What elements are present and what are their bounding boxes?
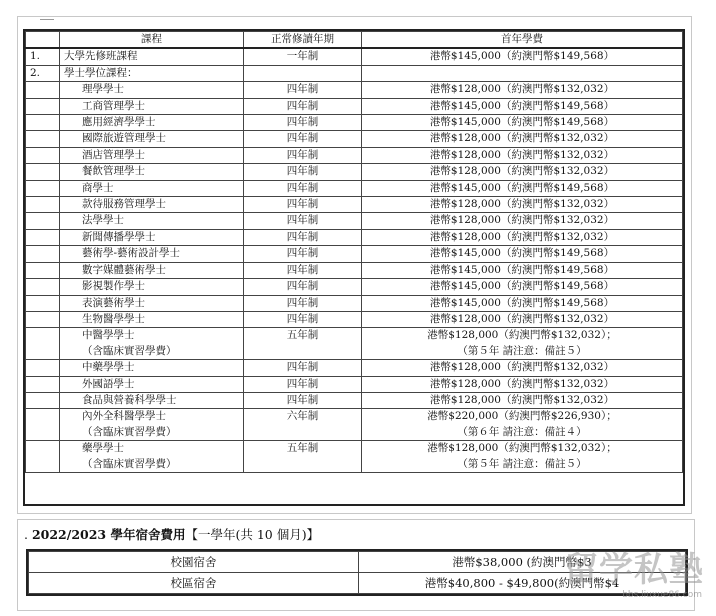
course-name-line: 工商管理學士 [82, 99, 145, 112]
row-number [26, 295, 60, 311]
dorm-fee: 港幣$40,800 - $49,800(約澳門幣$4 [359, 573, 686, 594]
table-row [26, 98, 683, 114]
fee-amount-line: 港幣$128,000（約澳門幣$132,032） [429, 148, 615, 161]
first-year-fee [362, 115, 683, 131]
course-name-line: 應用經濟學學士 [82, 116, 156, 129]
row-number [26, 392, 60, 408]
row-number [26, 311, 60, 327]
fee-amount-line: 港幣$145,000（約澳門幣$149,568） [429, 296, 615, 309]
study-years: 一年制 [244, 48, 362, 65]
study-years: 四年制 [244, 197, 362, 213]
course-name-line: 學士學位課程： [64, 66, 138, 79]
course-name [60, 246, 244, 262]
first-year-fee [362, 213, 683, 229]
watermark-url: bbs.liuxue86.com [622, 590, 702, 600]
fee-amount-line: 港幣$145,000（約澳門幣$149,568） [429, 99, 615, 112]
fee-amount-line: 港幣$128,000（約澳門幣$132,032）； [427, 442, 617, 455]
course-name [60, 229, 244, 245]
first-year-fee [362, 311, 683, 327]
course-name-line: 食品與營養科學學士 [82, 393, 177, 406]
row-number [26, 180, 60, 196]
course-name-line: 內外全科醫學學士 [82, 410, 166, 423]
course-name-line: 款待服務管理學士 [82, 198, 166, 211]
fee-amount-line: 港幣$128,000（約澳門幣$132,032）； [427, 329, 617, 342]
row-number [26, 98, 60, 114]
row-number [26, 197, 60, 213]
study-years: 四年制 [244, 82, 362, 98]
table-row [26, 441, 683, 473]
course-note-line: （含臨床實習學費） [82, 344, 177, 357]
course-name-line: 大學先修班課程 [64, 50, 138, 63]
course-name [60, 279, 244, 295]
course-name-line: 新聞傳播學學士 [82, 230, 156, 243]
course-name-line: 酒店管理學士 [82, 148, 145, 161]
course-name [60, 98, 244, 114]
table-row [26, 409, 683, 441]
first-year-fee [362, 328, 683, 360]
row-number [26, 213, 60, 229]
course-name-line: 理學學士 [82, 83, 124, 96]
study-years: 四年制 [244, 279, 362, 295]
fee-amount-line: 港幣$128,000（約澳門幣$132,032） [429, 198, 615, 211]
row-number: 1. [26, 48, 60, 65]
row-number [26, 441, 60, 473]
first-year-fee [362, 197, 683, 213]
course-note-line: （含臨床實習學費） [82, 457, 177, 470]
course-name-line: 餐飲管理學士 [82, 165, 145, 178]
course-name-line: 表演藝術學士 [82, 296, 145, 309]
table-row [26, 147, 683, 163]
course-note-line: （含臨床實習學費） [82, 425, 177, 438]
course-name [60, 311, 244, 327]
study-years: 四年制 [244, 392, 362, 408]
row-number [26, 115, 60, 131]
table-row [26, 328, 683, 360]
table-row [26, 164, 683, 180]
course-name-line: 數字媒體藝術學士 [82, 263, 166, 276]
first-year-fee [362, 82, 683, 98]
dorm-section-title [24, 526, 319, 544]
course-name [60, 197, 244, 213]
study-years: 四年制 [244, 131, 362, 147]
fee-amount-line: 港幣$128,000（約澳門幣$132,032） [429, 83, 615, 96]
table-group-row [26, 65, 683, 81]
first-year-fee [362, 229, 683, 245]
course-name [60, 295, 244, 311]
course-name-line: 商學士 [82, 181, 114, 194]
study-years: 四年制 [244, 213, 362, 229]
table-row [26, 197, 683, 213]
table-row [26, 311, 683, 327]
table-row [26, 376, 683, 392]
row-number [26, 164, 60, 180]
row-number [26, 376, 60, 392]
row-number: 2. [26, 65, 60, 81]
course-name-line: 法學學士 [82, 214, 124, 227]
dorm-title-prefix: . [24, 527, 28, 542]
fee-note-line: （第５年 請注意：備註５） [457, 344, 587, 357]
fee-note-line: （第６年 請注意：備註４） [457, 425, 587, 438]
table-row [26, 360, 683, 376]
first-year-fee [362, 262, 683, 278]
table-row [26, 115, 683, 131]
dorm-title-bracket-open: 【 [185, 527, 198, 542]
study-years: 六年制 [244, 409, 362, 441]
fee-amount-line: 港幣$128,000（約澳門幣$132,032） [429, 361, 615, 374]
course-name [60, 48, 244, 65]
table-row [26, 246, 683, 262]
first-year-fee [362, 376, 683, 392]
study-years: 四年制 [244, 376, 362, 392]
first-year-fee [362, 131, 683, 147]
site-watermark [554, 550, 704, 610]
fee-amount-line: 港幣$128,000（約澳門幣$132,032） [429, 230, 615, 243]
dorm-title-bracket-close: 】 [306, 527, 320, 542]
row-number [26, 262, 60, 278]
fee-amount-line: 港幣$145,000（約澳門幣$149,568） [429, 263, 615, 276]
study-years: 四年制 [244, 115, 362, 131]
first-year-fee [362, 48, 683, 65]
row-number [26, 82, 60, 98]
fee-amount-line: 港幣$145,000（約澳門幣$149,568） [429, 280, 615, 293]
course-name [60, 131, 244, 147]
course-name [60, 82, 244, 98]
study-years: 四年制 [244, 311, 362, 327]
first-year-fee [362, 65, 683, 81]
fee-note-line: （第５年 請注意：備註５） [457, 457, 587, 470]
first-year-fee [362, 98, 683, 114]
table-row [26, 82, 683, 98]
first-year-fee [362, 295, 683, 311]
course-name-line: 中藥學學士 [82, 361, 135, 374]
study-years: 四年制 [244, 147, 362, 163]
study-years: 五年制 [244, 441, 362, 473]
table-row [26, 392, 683, 408]
course-name-line: 藝術學-藝術設計學士 [82, 247, 181, 260]
study-years: 四年制 [244, 180, 362, 196]
dorm-label: 校園宿舍 [29, 552, 359, 573]
fee-amount-line: 港幣$145,000（約澳門幣$149,568） [429, 181, 615, 194]
table-row [26, 229, 683, 245]
dorm-label: 校區宿舍 [29, 573, 359, 594]
row-number [26, 279, 60, 295]
fee-amount-line: 港幣$145,000（約澳門幣$149,568） [429, 247, 615, 260]
dorm-fee: 港幣$38,000 (約澳門幣$3 [359, 552, 686, 573]
header-fee: 首年學費 [362, 32, 683, 49]
row-number [26, 409, 60, 441]
fee-amount-line: 港幣$128,000（約澳門幣$132,032） [429, 214, 615, 227]
first-year-fee [362, 441, 683, 473]
course-name [60, 180, 244, 196]
first-year-fee [362, 392, 683, 408]
course-name [60, 65, 244, 81]
course-name-line: 藥學學士 [82, 442, 124, 455]
row-number [26, 147, 60, 163]
table-row [26, 213, 683, 229]
fees-sheet [17, 16, 692, 514]
course-name [60, 328, 244, 360]
table-row [26, 180, 683, 196]
course-name [60, 376, 244, 392]
study-years: 四年制 [244, 262, 362, 278]
row-number [26, 328, 60, 360]
table-row [26, 295, 683, 311]
course-name [60, 392, 244, 408]
fee-amount-line: 港幣$220,000（約澳門幣$226,930）； [427, 410, 617, 423]
table-row [26, 262, 683, 278]
dorm-title-bold: 2022/2023 學年宿舍費用 [31, 527, 186, 542]
table-header-row [26, 32, 683, 49]
tuition-fees-table [25, 31, 683, 473]
table-row [26, 48, 683, 65]
page-edge-mark [40, 11, 54, 20]
fee-amount-line: 港幣$128,000（約澳門幣$132,032） [429, 312, 615, 325]
fee-amount-line: 港幣$145,000（約澳門幣$149,568） [429, 116, 615, 129]
study-years [244, 65, 362, 81]
course-name-line: 外國語學士 [82, 377, 135, 390]
course-name [60, 262, 244, 278]
study-years: 四年制 [244, 98, 362, 114]
study-years: 四年制 [244, 164, 362, 180]
first-year-fee [362, 409, 683, 441]
fee-amount-line: 港幣$128,000（約澳門幣$132,032） [429, 393, 615, 406]
fee-amount-line: 港幣$145,000（約澳門幣$149,568） [429, 50, 615, 63]
watermark-logo-text: 留学私塾 [564, 550, 704, 590]
first-year-fee [362, 180, 683, 196]
row-number [26, 229, 60, 245]
course-name-line: 影視製作學士 [82, 280, 145, 293]
course-name [60, 441, 244, 473]
course-name-line: 中醫學學士 [82, 329, 135, 342]
first-year-fee [362, 360, 683, 376]
dorm-title-rest: 一學年(共 10 個月) [197, 527, 307, 542]
fees-table-frame [23, 29, 685, 506]
row-number [26, 131, 60, 147]
row-number [26, 246, 60, 262]
fee-amount-line: 港幣$128,000（約澳門幣$132,032） [429, 165, 615, 178]
study-years: 四年制 [244, 295, 362, 311]
first-year-fee [362, 147, 683, 163]
row-number [26, 360, 60, 376]
header-no [26, 32, 60, 49]
fee-amount-line: 港幣$128,000（約澳門幣$132,032） [429, 132, 615, 145]
course-name [60, 115, 244, 131]
header-course: 課程 [60, 32, 244, 49]
study-years: 四年制 [244, 360, 362, 376]
course-name [60, 213, 244, 229]
first-year-fee [362, 164, 683, 180]
study-years: 五年制 [244, 328, 362, 360]
course-name [60, 409, 244, 441]
course-name [60, 164, 244, 180]
table-row [26, 279, 683, 295]
first-year-fee [362, 246, 683, 262]
course-name [60, 147, 244, 163]
course-name-line: 生物醫學學士 [82, 312, 145, 325]
table-row [26, 131, 683, 147]
first-year-fee [362, 279, 683, 295]
study-years: 四年制 [244, 229, 362, 245]
fee-amount-line: 港幣$128,000（約澳門幣$132,032） [429, 377, 615, 390]
course-name-line: 國際旅遊管理學士 [82, 132, 166, 145]
course-name [60, 360, 244, 376]
header-years: 正常修讀年期 [244, 32, 362, 49]
study-years: 四年制 [244, 246, 362, 262]
